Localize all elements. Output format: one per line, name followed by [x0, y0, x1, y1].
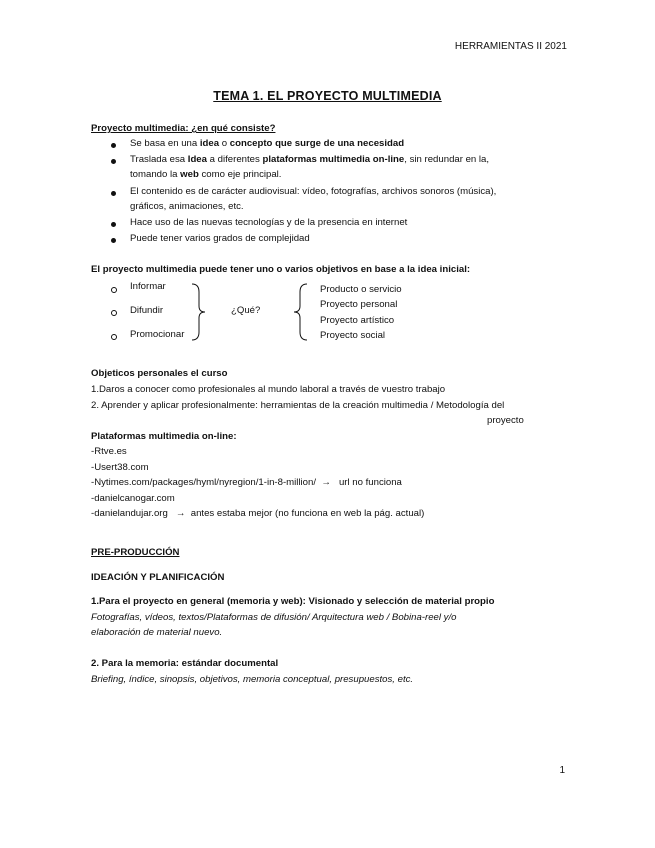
step-1-line-1: Fotografías, vídeos, textos/Plataformas de difusión/ Arquitectura web / Bobina-reel y/o	[91, 612, 457, 623]
bullet-dot	[111, 191, 116, 196]
platform-link-nytimes: -Nytimes.com/packages/hyml/nyregion/1-in-8-million/ → url no funciona	[91, 477, 402, 488]
bullet-item-5: Puede tener varios grados de complejidad	[130, 233, 310, 244]
type-producto: Producto o servicio	[320, 284, 402, 295]
step-1-line-2: elaboración de material nuevo.	[91, 627, 223, 638]
preproduction-heading: PRE-PRODUCCIÓN	[91, 547, 180, 558]
bullet-item-2-cont: tomando la web como eje principal.	[130, 169, 282, 180]
objective-promocionar: Promocionar	[130, 329, 185, 340]
platform-link-rtve: -Rtve.es	[91, 446, 127, 457]
section-heading-what-is: Proyecto multimedia: ¿en qué consiste?	[91, 123, 276, 134]
bullet-dot	[111, 143, 116, 148]
step-1-title: 1.Para el proyecto en general (memoria y web): Visionado y selección de material propio	[91, 596, 495, 607]
circle-bullet	[111, 310, 117, 316]
type-artistico: Proyecto artístico	[320, 315, 395, 326]
ideation-heading: IDEACIÓN Y PLANIFICACIÓN	[91, 572, 225, 583]
bullet-item-3: El contenido es de carácter audiovisual: vídeo, fotografías, archivos sonoros (música),	[130, 186, 497, 197]
platforms-heading: Plataformas multimedia on-line:	[91, 431, 237, 442]
personal-objectives-heading: Objeticos personales el curso	[91, 368, 228, 379]
right-brace-icon	[190, 282, 210, 342]
objectives-heading: El proyecto multimedia puede tener uno o varios objetivos en base a la idea inicial:	[91, 264, 471, 275]
left-brace-icon	[291, 282, 311, 342]
bullet-item-1: Se basa en una idea o concepto que surge de una necesidad	[130, 138, 405, 149]
circle-bullet	[111, 334, 117, 340]
arrow-right-icon: →	[175, 508, 186, 519]
personal-objective-2-cont: proyecto	[487, 415, 524, 426]
step-2-title: 2. Para la memoria: estándar documental	[91, 658, 279, 669]
bullet-dot	[111, 238, 116, 243]
page-title: TEMA 1. EL PROYECTO MULTIMEDIA	[213, 89, 442, 103]
step-2-line-1: Briefing, índice, sinopsis, objetivos, memoria conceptual, presupuestos, etc.	[91, 674, 414, 685]
page-number: 1	[559, 765, 565, 776]
type-personal: Proyecto personal	[320, 299, 398, 310]
circle-bullet	[111, 287, 117, 293]
platform-link-usert38: -Usert38.com	[91, 462, 149, 473]
personal-objective-1: 1.Daros a conocer como profesionales al mundo laboral a través de vuestro trabajo	[91, 384, 446, 395]
objective-difundir: Difundir	[130, 305, 164, 316]
bullet-dot	[111, 159, 116, 164]
page-header: HERRAMIENTAS II 2021	[454, 41, 567, 52]
question-que: ¿Qué?	[231, 305, 261, 316]
bullet-item-3-cont: gráficos, animaciones, etc.	[130, 201, 244, 212]
platform-link-danielcanogar: -danielcanogar.com	[91, 493, 175, 504]
objective-informar: Informar	[130, 281, 166, 292]
bullet-dot	[111, 222, 116, 227]
type-social: Proyecto social	[320, 330, 386, 341]
personal-objective-2: 2. Aprender y aplicar profesionalmente: herramientas de la creación multimedia / Metodología del	[91, 400, 505, 411]
platform-link-danielandujar: -danielandujar.org → antes estaba mejor (no funciona en web la pág. actual)	[91, 508, 425, 519]
arrow-right-icon: →	[321, 477, 331, 488]
bullet-item-4: Hace uso de las nuevas tecnologías y de la presencia en internet	[130, 217, 408, 228]
bullet-item-2: Traslada esa Idea a diferentes plataformas multimedia on-line, sin redundar en la,	[130, 154, 490, 165]
